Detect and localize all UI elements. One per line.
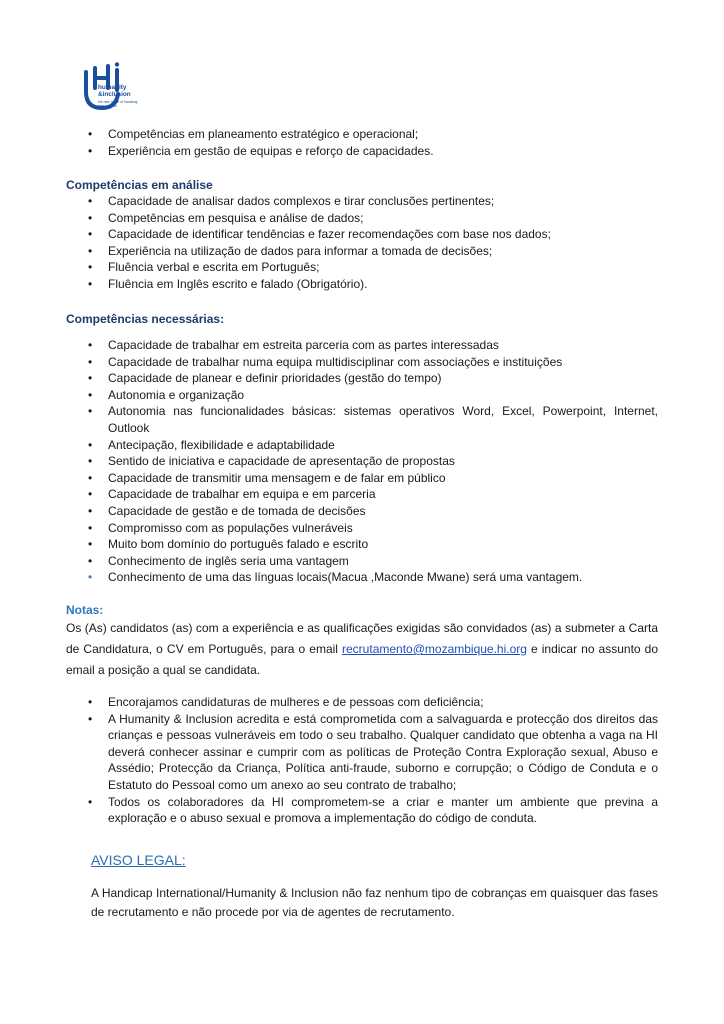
list-item: • Muito bom domínio do português falado e escrito (0, 536, 658, 553)
analysis-bullet-list (0, 193, 658, 293)
list-item: • Autonomia e organização (0, 387, 658, 404)
legal-notice-text: A Handicap International/Humanity & Inclusion não faz nenhum tipo de cobranças em quaisquer das fases de recrutamento e não procede por via de agentes de recrutamento. (91, 886, 658, 919)
email-link[interactable]: recrutamento@mozambique.hi.org (342, 642, 527, 656)
list-item: • Capacidade de transmitir uma mensagem e de falar em público (0, 470, 658, 487)
required-bullet-list (0, 337, 658, 586)
notes-paragraph: Os (As) candidatos (as) com a experiência e as qualificações exigidas são convidados (as) a submeter a Carta de Candidatura, o CV em Português, para o email recrutamento@mozambique.hi.org e indicar no assunto do email a posição a qual se candidata. (66, 621, 658, 677)
list-item: • Sentido de iniciativa e capacidade de apresentação de propostas (0, 453, 658, 470)
intro-bullet-list (0, 126, 658, 159)
list-item: • Capacidade de gestão e de tomada de decisões (0, 503, 658, 520)
list-item: • Capacidade de planear e definir prioridades (gestão do tempo) (0, 370, 658, 387)
list-item: • Experiência em gestão de equipas e reforço de capacidades. (0, 143, 658, 160)
required-heading: Competências necessárias: (66, 312, 225, 326)
list-item: • Capacidade de trabalhar numa equipa multidisciplinar com associações e instituições (0, 354, 658, 371)
list-item: • Competências em pesquisa e análise de dados; (0, 210, 658, 227)
list-item: • Fluência em Inglês escrito e falado (Obrigatório). (0, 276, 658, 293)
list-item: • Experiência na utilização de dados para informar a tomada de decisões; (0, 243, 658, 260)
list-item: • Conhecimento de uma das línguas locais(Macua ,Maconde Mwane) será uma vantagem. (0, 569, 658, 586)
list-item: • Encorajamos candidaturas de mulheres e de pessoas com deficiência; (0, 694, 658, 711)
list-item: • Capacidade de analisar dados complexos e tirar conclusões pertinentes; (0, 193, 658, 210)
hi-logo (82, 62, 192, 114)
list-item: • Antecipação, flexibilidade e adaptabilidade (0, 437, 658, 454)
list-item: • Capacidade de trabalhar em estreita parceria com as partes interessadas (0, 337, 658, 354)
logo-tagline: the new name of handicap international (98, 100, 138, 108)
list-item: • Compromisso com as populações vulneráveis (0, 520, 658, 537)
list-item: • Competências em planeamento estratégico e operacional; (0, 126, 658, 143)
list-item: • Conhecimento de inglês seria uma vantagem (0, 553, 658, 570)
notes-heading: Notas: (66, 603, 104, 617)
list-item: • Todos os colaboradores da HI comprometem-se a criar e manter um ambiente que previna a exploração e o abuso sexual e promova a implementação do código de conduta. (0, 794, 658, 827)
list-item: • Capacidade de identificar tendências e fazer recomendações com base nos dados; (0, 226, 658, 243)
list-item: • Capacidade de trabalhar em equipa e em parceria (0, 486, 658, 503)
analysis-heading: Competências em análise (66, 178, 213, 192)
legal-notice-title: AVISO LEGAL: (91, 852, 186, 868)
logo-brand: humanity &inclusion (98, 84, 131, 98)
notes-bullet-list (0, 694, 658, 827)
list-item: • A Humanity & Inclusion acredita e está comprometida com a salvaguarda e protecção dos direitos das crianças e pessoas vulneráveis em todo o seu trabalho. Qualquer candidato que obtenha a vaga na HI deverá conhecer assinar e cumprir com as políticas de Proteção Contra Exploração sexual, Abuso e Assédio; Protecção da Criança, Política anti-fraude, suborno e corrupção; o Código de Conduta e o Estatuto do Pessoal como um anexo ao seu contrato de trabalho; (0, 711, 658, 794)
list-item: • Autonomia nas funcionalidades básicas: sistemas operativos Word, Excel, Powerpoint, Internet, Outlook (0, 403, 658, 436)
list-item: • Fluência verbal e escrita em Português; (0, 259, 658, 276)
